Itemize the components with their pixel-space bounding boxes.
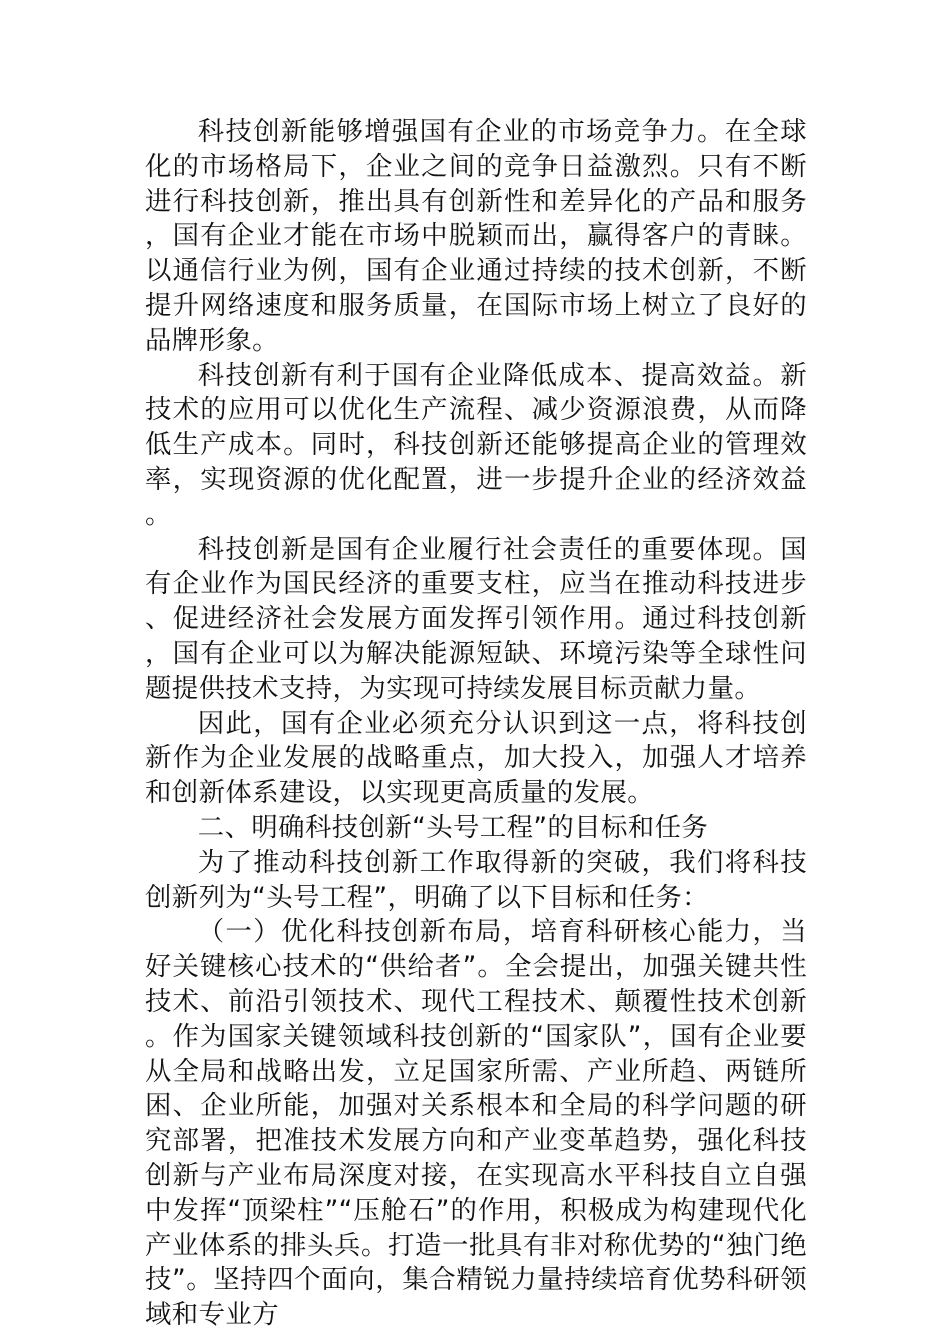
paragraph: 因此，国有企业必须充分认识到这一点，将科技创新作为企业发展的战略重点，加大投入，加强人才培养和创新体系建设，以实现更高质量的发展。 <box>145 707 807 809</box>
paragraph: 科技创新能够增强国有企业的市场竞争力。在全球化的市场格局下，企业之间的竞争日益激烈。只有不断进行科技创新，推出具有创新性和差异化的产品和服务，国有企业才能在市场中脱颖而出，赢得客户的青睐。以通信行业为例，国有企业通过持续的技术创新，不断提升网络速度和服务质量，在国际市场上树立了良好的品牌形象。 <box>145 116 807 356</box>
document-page <box>145 115 807 1333</box>
paragraph: 为了推动科技创新工作取得新的突破，我们将科技创新列为“头号工程”，明确了以下目标和任务： <box>145 846 807 913</box>
paragraph: （一）优化科技创新布局，培育科研核心能力，当好关键核心技术的“供给者”。全会提出，加强关键共性技术、前沿引领技术、现代工程技术、颠覆性技术创新。作为国家关键领域科技创新的“国家队”，国有企业要从全局和战略出发，立足国家所需、产业所趋、两链所困、企业所能，加强对关系根本和全局的科学问题的研究部署，把准技术发展方向和产业变革趋势，强化科技创新与产业布局深度对接，在实现高水平科技自立自强中发挥“顶梁柱”“压舱石”的作用，积极成为构建现代化产业体系的排头兵。打造一批具有非对称优势的“独门绝技”。坚持四个面向，集合精锐力量持续培育优势科研领域和专业方 <box>145 916 807 1331</box>
paragraph: 科技创新有利于国有企业降低成本、提高效益。新技术的应用可以优化生产流程、减少资源浪费，从而降低生产成本。同时，科技创新还能够提高企业的管理效率，实现资源的优化配置，进一步提升企业的经济效益。 <box>145 359 807 530</box>
section-heading: 二、明确科技创新“头号工程”的目标和任务 <box>197 811 709 843</box>
paragraph: 科技创新是国有企业履行社会责任的重要体现。国有企业作为国民经济的重要支柱，应当在推动科技进步、促进经济社会发展方面发挥引领作用。通过科技创新，国有企业可以为解决能源短缺、环境污染等全球性问题提供技术支持，为实现可持续发展目标贡献力量。 <box>145 533 807 704</box>
